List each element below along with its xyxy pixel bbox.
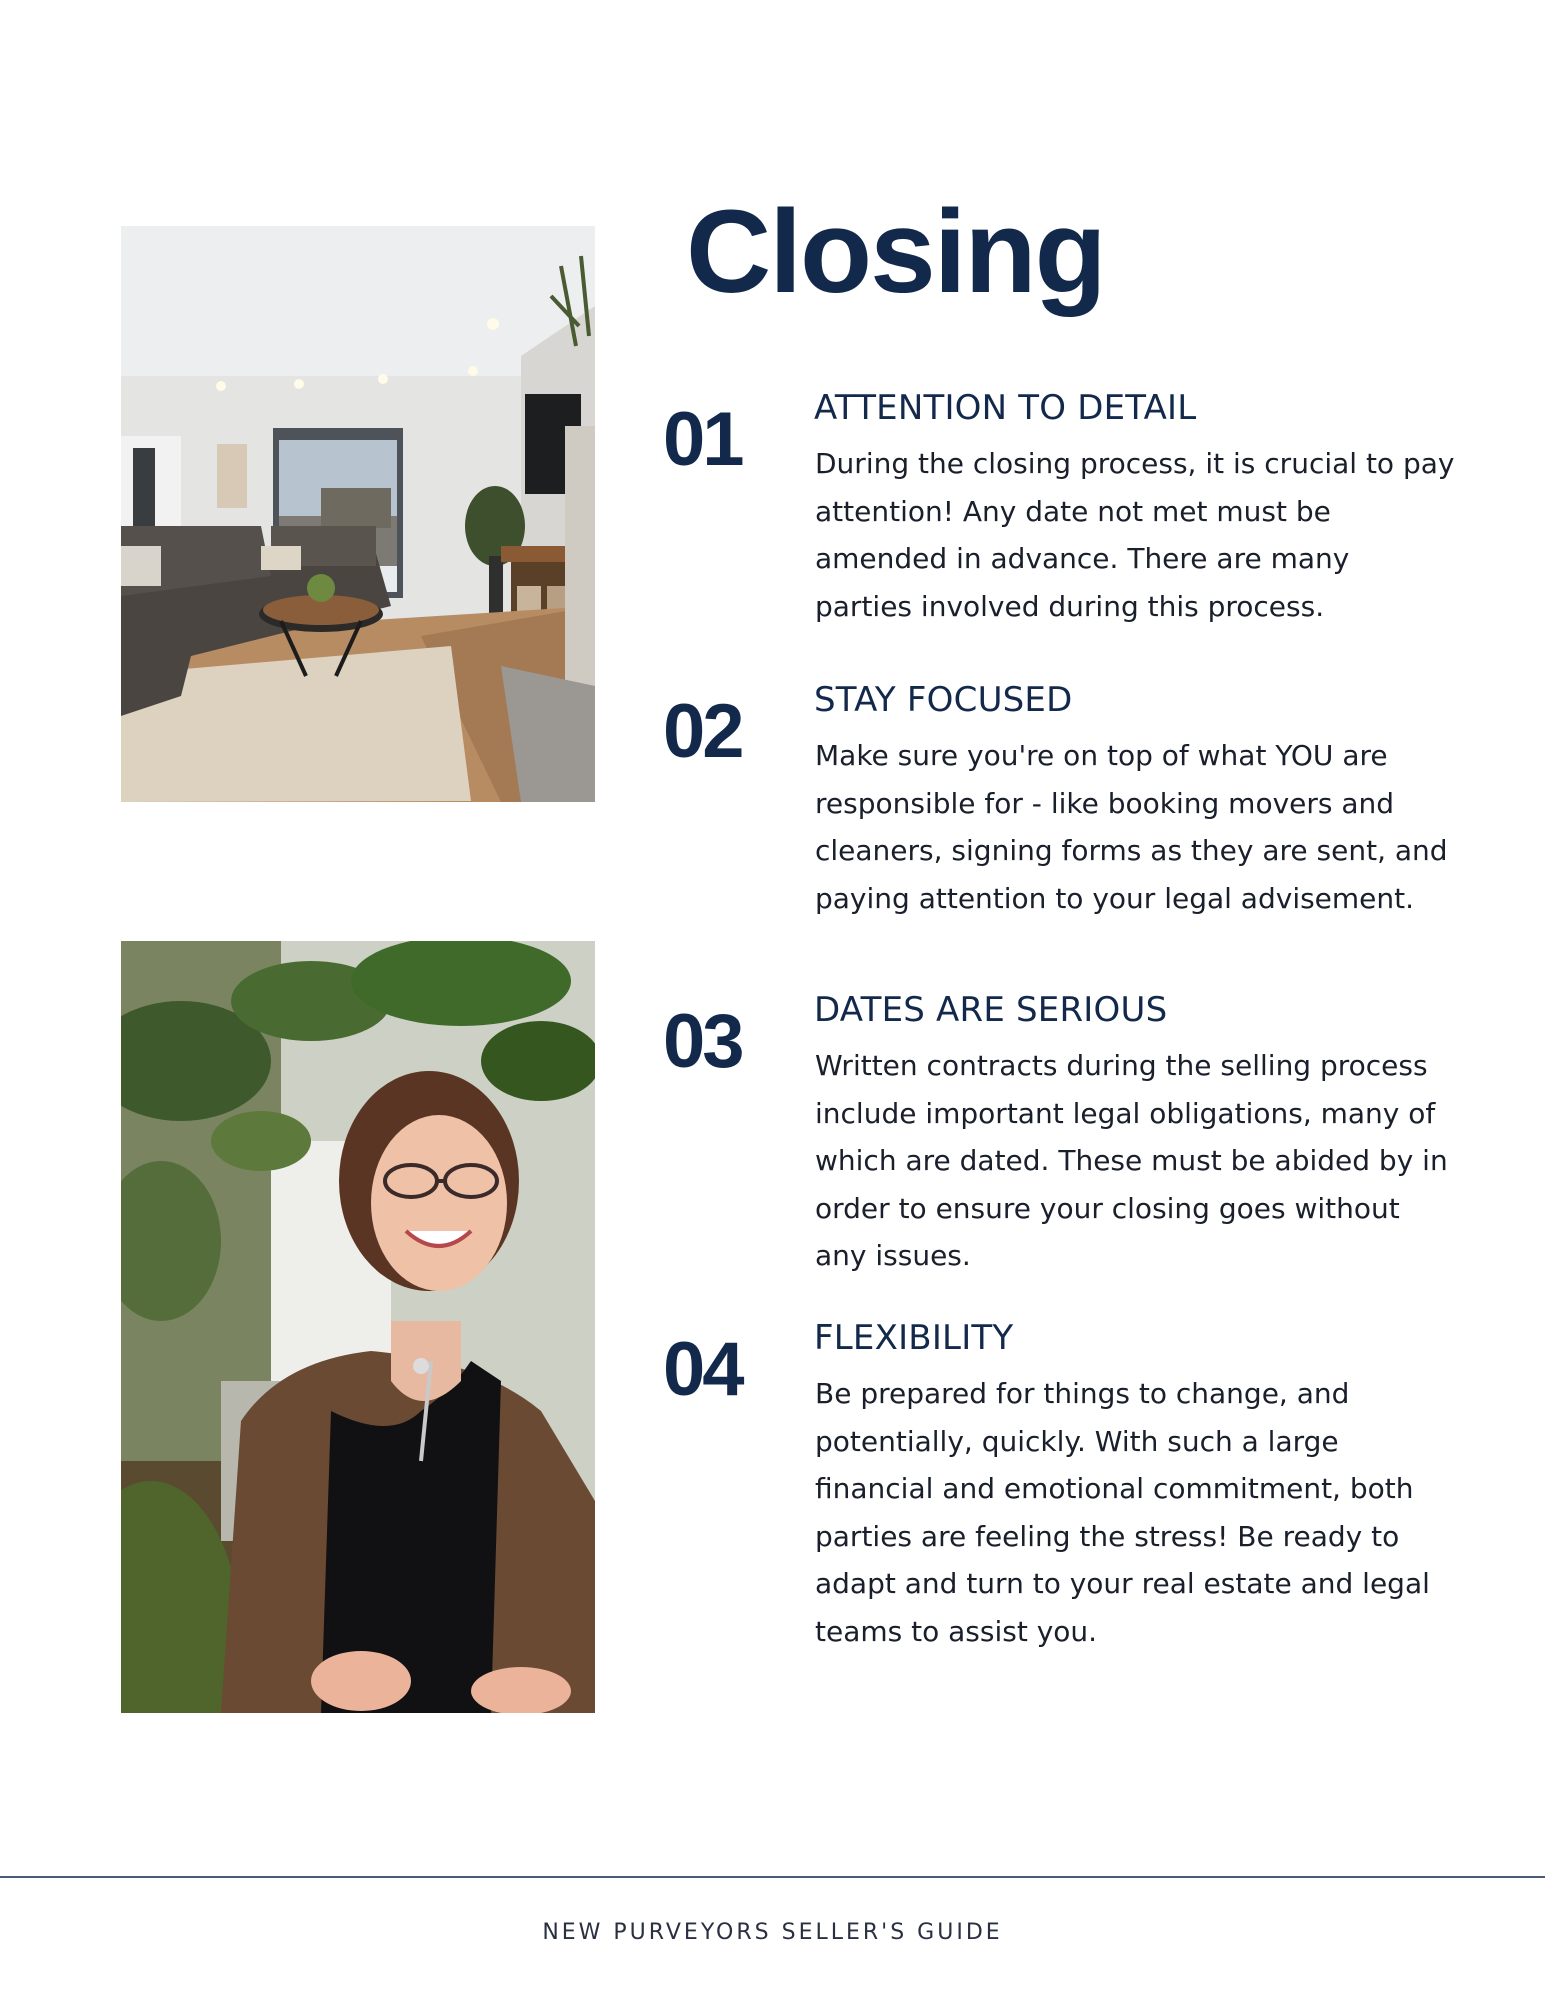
- living-room-photo: [121, 226, 595, 802]
- step-body: Be prepared for things to change, and potentially, quickly. With such a large financial and emotional commitment, both parties are feeling the stress! Be ready to adapt and turn to your real estate and legal teams to assist you.: [815, 1377, 1430, 1648]
- agent-portrait-photo: [121, 941, 595, 1713]
- page-title: Closing: [686, 186, 1105, 318]
- step-body: Written contracts during the selling process include important legal obligations, many of which are dated. These must be abided by in order to ensure your closing goes without any issues.: [815, 1049, 1448, 1272]
- step-body: Make sure you're on top of what YOU are responsible for - like booking movers and cleaners, signing forms as they are sent, and paying attention to your legal advisement.: [815, 739, 1448, 915]
- footer-divider: [0, 1876, 1545, 1878]
- step-heading: DATES ARE SERIOUS: [814, 990, 1168, 1030]
- step-number: 03: [663, 999, 742, 1084]
- step-heading: STAY FOCUSED: [814, 680, 1073, 720]
- footer-text: NEW PURVEYORS SELLER'S GUIDE: [542, 1920, 1003, 1945]
- step-heading: FLEXIBILITY: [814, 1318, 1014, 1358]
- step-body: During the closing process, it is crucial to pay attention! Any date not met must be amended in advance. There are many parties involved during this process.: [815, 447, 1455, 623]
- step-number: 04: [663, 1327, 742, 1412]
- step-heading: ATTENTION TO DETAIL: [814, 388, 1197, 428]
- step-number: 02: [663, 689, 742, 774]
- step-number: 01: [663, 397, 742, 482]
